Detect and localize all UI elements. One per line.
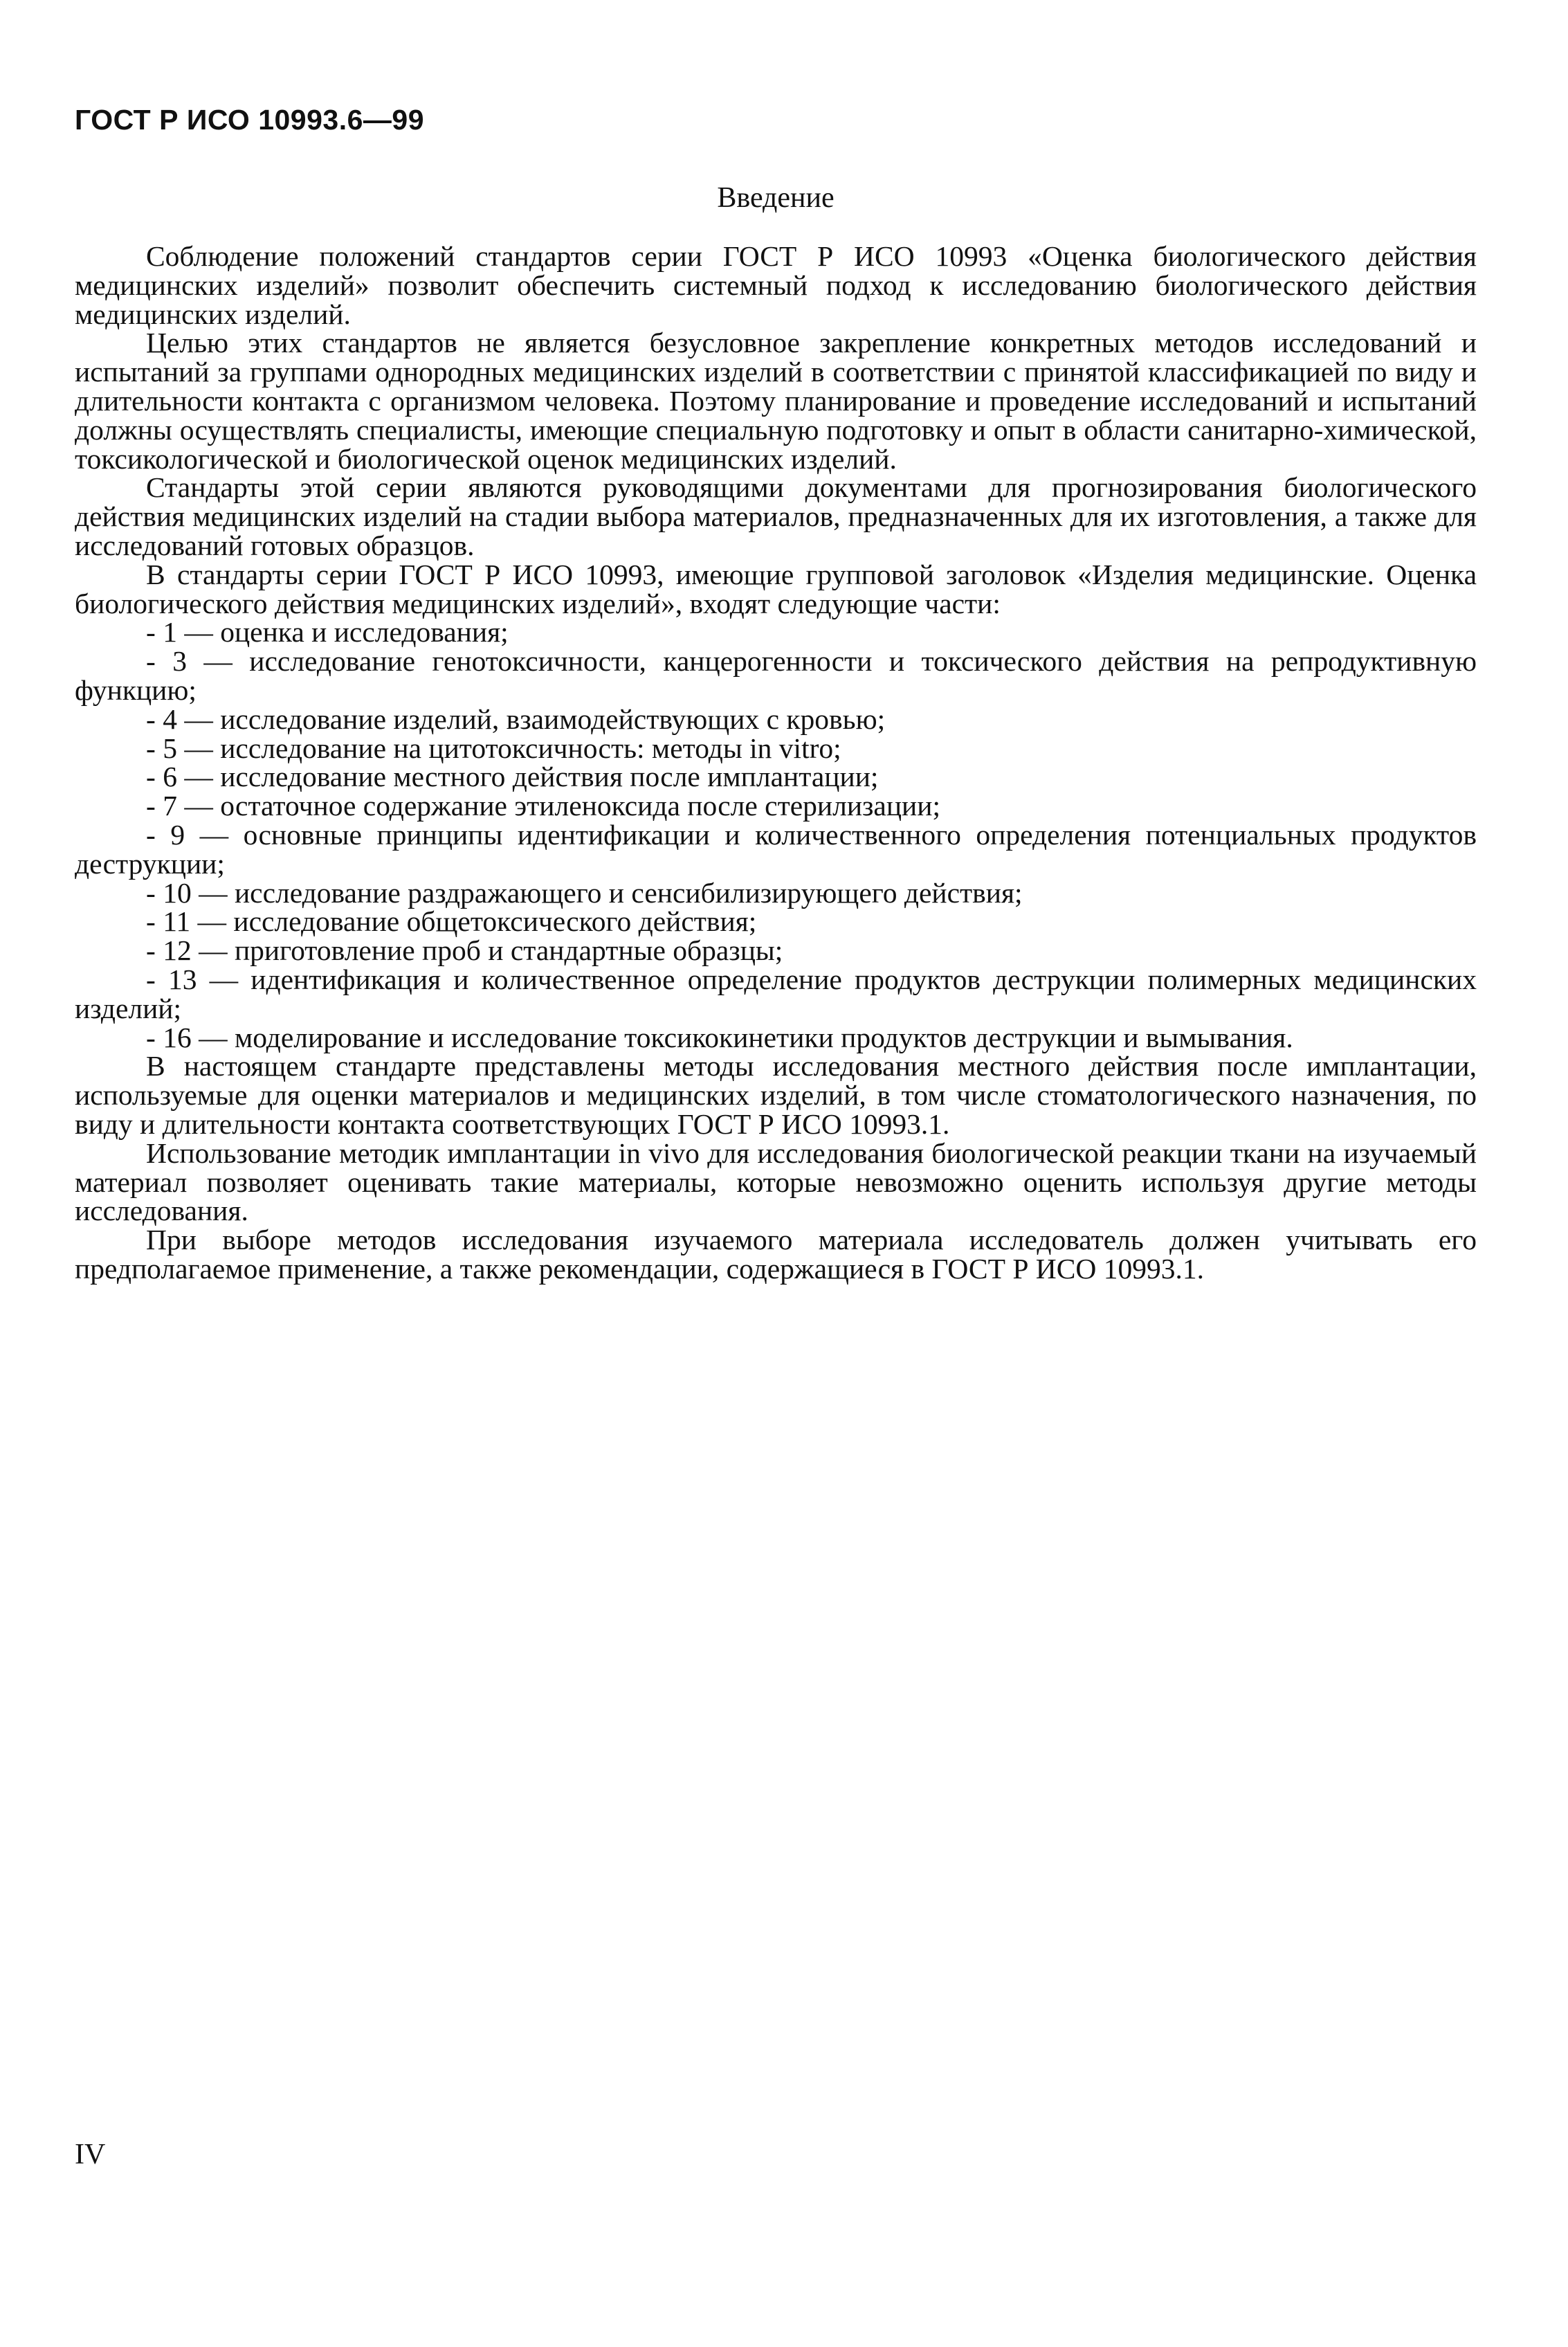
paragraph: В настоящем стандарте представлены методы исследования местного действия после имплантации, используемые для оценки материалов и медицинских изделий, в том числе стоматологического назначения, по виду и длительности контакта соответствующих ГОСТ Р ИСО 10993.1.	[75, 1050, 1477, 1140]
list-item: - 16 — моделирование и исследование токсикокинетики продуктов деструкции и вымывания.	[146, 1021, 1293, 1053]
paragraph: В стандарты серии ГОСТ Р ИСО 10993, имеющие групповой заголовок «Изделия медицинские. Оценка биологического действия медицинских изделий», входят следующие части:	[75, 558, 1477, 619]
paragraph: При выборе методов исследования изучаемого материала исследователь должен учитывать его предполагаемое применение, а также рекомендации, содержащиеся в ГОСТ Р ИСО 10993.1.	[75, 1224, 1477, 1285]
list-item: - 11 — исследование общетоксического действия;	[146, 905, 757, 938]
list-item: - 1 — оценка и исследования;	[146, 616, 509, 649]
page-number: IV	[75, 2139, 106, 2171]
list-item: - 9 — основные принципы идентификации и количественного определения потенциальных продуктов деструкции;	[75, 818, 1477, 880]
paragraph: Использование методик имплантации in vivo для исследования биологической реакции ткани на изучаемый материал позволяет оценивать такие материалы, которые невозможно оценить используя другие методы исследования.	[75, 1136, 1477, 1227]
section-title: Введение	[717, 182, 835, 214]
paragraph: Целью этих стандартов не является безусловное закрепление конкретных методов исследований и испытаний за группами однородных медицинских изделий в соответствии с принятой классификацией по виду и длительности контакта с организмом человека. Поэтому планирование и проведение исследований и испытаний должны осуществлять специалисты, имеющие специальную подготовку и опыт в области санитарно-химической, токсикологической и биологической оценок медицинских изделий.	[75, 327, 1477, 475]
paragraph: Стандарты этой серии являются руководящими документами для прогнозирования биологического действия медицинских изделий на стадии выбора материалов, предназначенных для их изготовления, а также для исследований готовых образцов.	[75, 471, 1477, 561]
body-text	[75, 242, 1477, 1284]
list-item: - 10 — исследование раздражающего и сенсибилизирующего действия;	[146, 876, 1023, 909]
list-item: - 3 — исследование генотоксичности, канцерогенности и токсического действия на репродуктивную функцию;	[75, 645, 1477, 706]
list-item: - 13 — идентификация и количественное определение продуктов деструкции полимерных медицинских изделий;	[75, 963, 1477, 1024]
list-item: - 12 — приготовление проб и стандартные образцы;	[146, 934, 783, 967]
list-item: - 5 — исследование на цитотоксичность: методы in vitro;	[146, 732, 841, 764]
list-item: - 6 — исследование местного действия после имплантации;	[146, 761, 879, 793]
standard-header: ГОСТ Р ИСО 10993.6—99	[75, 104, 425, 136]
list-item: - 4 — исследование изделий, взаимодействующих с кровью;	[146, 703, 886, 735]
list-item: - 7 — остаточное содержание этиленоксида после стерилизации;	[146, 790, 940, 822]
paragraph: Соблюдение положений стандартов серии ГОСТ Р ИСО 10993 «Оценка биологического действия медицинских изделий» позволит обеспечить системный подход к исследованию биологического действия медицинских изделий.	[75, 240, 1477, 330]
